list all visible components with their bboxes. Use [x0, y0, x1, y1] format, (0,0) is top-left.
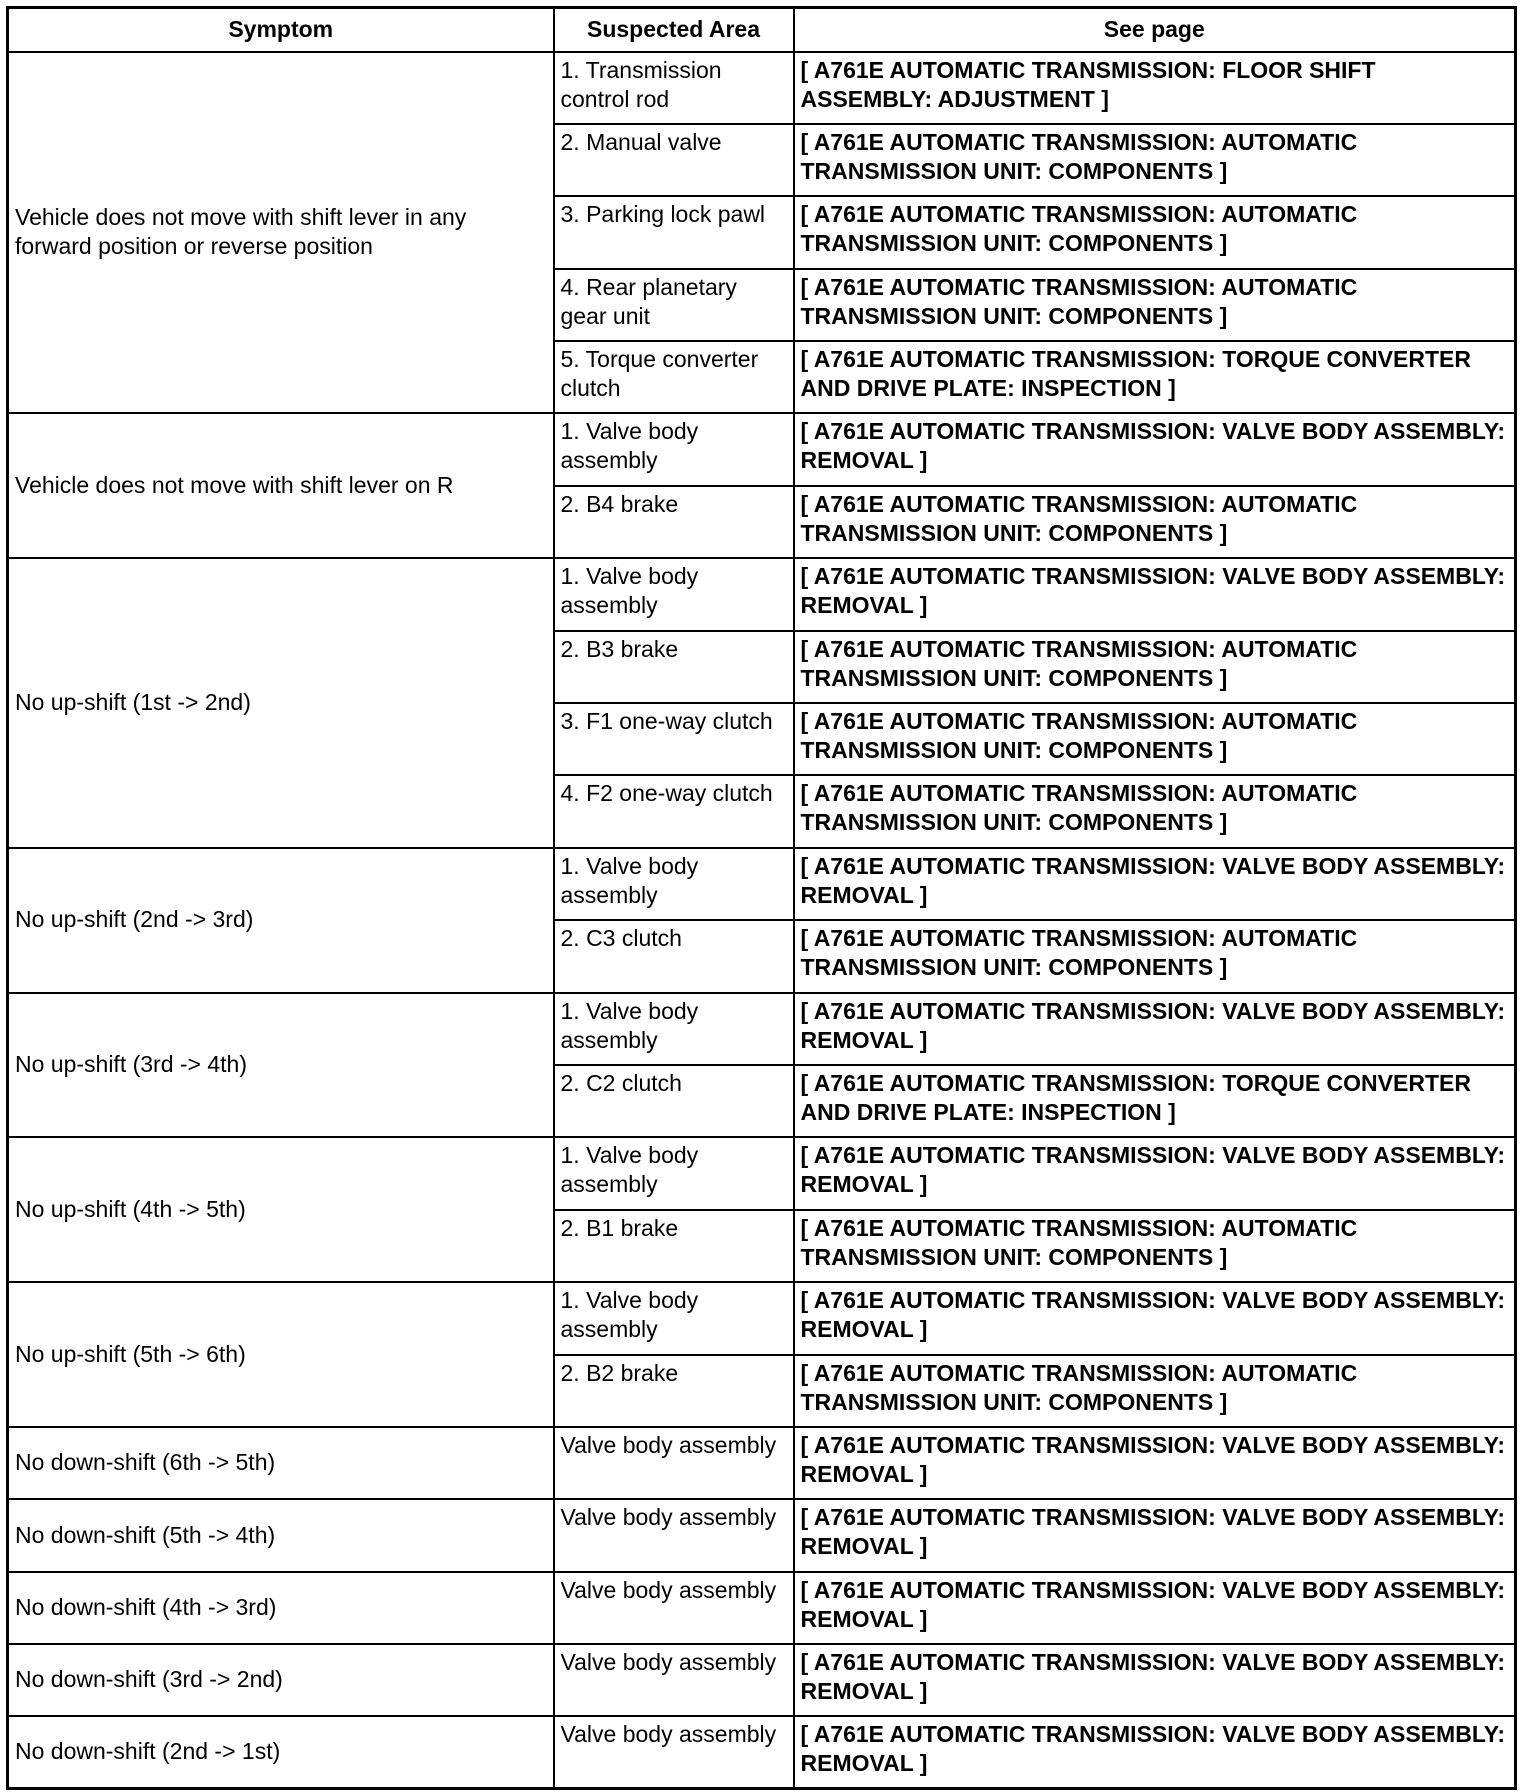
symptom-cell: Vehicle does not move with shift lever in any forward position or reverse position [8, 52, 554, 414]
suspected-area-cell: Valve body assembly [554, 1572, 794, 1644]
suspected-area-cell: 2. B3 brake [554, 631, 794, 703]
symptom-cell: Vehicle does not move with shift lever on R [8, 413, 554, 558]
suspected-area-cell: 2. C2 clutch [554, 1065, 794, 1137]
table-row [8, 1572, 1516, 1644]
suspected-area-cell: Valve body assembly [554, 1716, 794, 1788]
see-page-link[interactable]: [ A761E AUTOMATIC TRANSMISSION: VALVE BODY ASSEMBLY: REMOVAL ] [794, 1282, 1516, 1354]
troubleshooting-table-wrapper [6, 6, 1517, 1790]
header-symptom: Symptom [8, 8, 554, 52]
suspected-area-cell: 3. F1 one-way clutch [554, 703, 794, 775]
see-page-link[interactable]: [ A761E AUTOMATIC TRANSMISSION: VALVE BODY ASSEMBLY: REMOVAL ] [794, 1137, 1516, 1209]
suspected-area-cell: 2. B2 brake [554, 1355, 794, 1427]
see-page-link[interactable]: [ A761E AUTOMATIC TRANSMISSION: VALVE BODY ASSEMBLY: REMOVAL ] [794, 1644, 1516, 1716]
symptom-cell: No up-shift (2nd -> 3rd) [8, 848, 554, 993]
see-page-link[interactable]: [ A761E AUTOMATIC TRANSMISSION: AUTOMATIC TRANSMISSION UNIT: COMPONENTS ] [794, 703, 1516, 775]
see-page-link[interactable]: [ A761E AUTOMATIC TRANSMISSION: AUTOMATIC TRANSMISSION UNIT: COMPONENTS ] [794, 920, 1516, 992]
suspected-area-cell: 2. C3 clutch [554, 920, 794, 992]
suspected-area-cell: 1. Valve body assembly [554, 558, 794, 630]
symptom-cell: No down-shift (2nd -> 1st) [8, 1716, 554, 1788]
suspected-area-cell: 4. Rear planetary gear unit [554, 269, 794, 341]
see-page-link[interactable]: [ A761E AUTOMATIC TRANSMISSION: AUTOMATIC TRANSMISSION UNIT: COMPONENTS ] [794, 631, 1516, 703]
see-page-link[interactable]: [ A761E AUTOMATIC TRANSMISSION: AUTOMATIC TRANSMISSION UNIT: COMPONENTS ] [794, 775, 1516, 847]
suspected-area-cell: 1. Valve body assembly [554, 1137, 794, 1209]
table-body [8, 52, 1516, 1789]
see-page-link[interactable]: [ A761E AUTOMATIC TRANSMISSION: AUTOMATIC TRANSMISSION UNIT: COMPONENTS ] [794, 196, 1516, 268]
suspected-area-cell: Valve body assembly [554, 1499, 794, 1571]
symptom-cell: No up-shift (4th -> 5th) [8, 1137, 554, 1282]
suspected-area-cell: Valve body assembly [554, 1427, 794, 1499]
see-page-link[interactable]: [ A761E AUTOMATIC TRANSMISSION: FLOOR SHIFT ASSEMBLY: ADJUSTMENT ] [794, 52, 1516, 124]
suspected-area-cell: 1. Valve body assembly [554, 1282, 794, 1354]
see-page-link[interactable]: [ A761E AUTOMATIC TRANSMISSION: AUTOMATIC TRANSMISSION UNIT: COMPONENTS ] [794, 1210, 1516, 1282]
symptom-cell: No up-shift (1st -> 2nd) [8, 558, 554, 848]
table-row [8, 1499, 1516, 1571]
suspected-area-cell: 2. B1 brake [554, 1210, 794, 1282]
see-page-link[interactable]: [ A761E AUTOMATIC TRANSMISSION: VALVE BODY ASSEMBLY: REMOVAL ] [794, 848, 1516, 920]
table-row [8, 413, 1516, 485]
suspected-area-cell: 1. Valve body assembly [554, 413, 794, 485]
see-page-link[interactable]: [ A761E AUTOMATIC TRANSMISSION: VALVE BODY ASSEMBLY: REMOVAL ] [794, 1572, 1516, 1644]
symptom-cell: No down-shift (5th -> 4th) [8, 1499, 554, 1571]
table-row [8, 848, 1516, 920]
see-page-link[interactable]: [ A761E AUTOMATIC TRANSMISSION: TORQUE CONVERTER AND DRIVE PLATE: INSPECTION ] [794, 341, 1516, 413]
table-row [8, 1644, 1516, 1716]
symptom-cell: No down-shift (6th -> 5th) [8, 1427, 554, 1499]
troubleshooting-table [6, 6, 1517, 1790]
suspected-area-cell: 4. F2 one-way clutch [554, 775, 794, 847]
table-row [8, 993, 1516, 1065]
see-page-link[interactable]: [ A761E AUTOMATIC TRANSMISSION: AUTOMATIC TRANSMISSION UNIT: COMPONENTS ] [794, 486, 1516, 558]
suspected-area-cell: 3. Parking lock pawl [554, 196, 794, 268]
symptom-cell: No up-shift (3rd -> 4th) [8, 993, 554, 1138]
suspected-area-cell: 1. Valve body assembly [554, 993, 794, 1065]
suspected-area-cell: 2. B4 brake [554, 486, 794, 558]
see-page-link[interactable]: [ A761E AUTOMATIC TRANSMISSION: VALVE BODY ASSEMBLY: REMOVAL ] [794, 1499, 1516, 1571]
see-page-link[interactable]: [ A761E AUTOMATIC TRANSMISSION: AUTOMATIC TRANSMISSION UNIT: COMPONENTS ] [794, 269, 1516, 341]
table-header-row [8, 8, 1516, 52]
table-row [8, 1427, 1516, 1499]
see-page-link[interactable]: [ A761E AUTOMATIC TRANSMISSION: TORQUE CONVERTER AND DRIVE PLATE: INSPECTION ] [794, 1065, 1516, 1137]
see-page-link[interactable]: [ A761E AUTOMATIC TRANSMISSION: VALVE BODY ASSEMBLY: REMOVAL ] [794, 1427, 1516, 1499]
suspected-area-cell: 5. Torque converter clutch [554, 341, 794, 413]
header-suspected-area: Suspected Area [554, 8, 794, 52]
see-page-link[interactable]: [ A761E AUTOMATIC TRANSMISSION: VALVE BODY ASSEMBLY: REMOVAL ] [794, 993, 1516, 1065]
see-page-link[interactable]: [ A761E AUTOMATIC TRANSMISSION: VALVE BODY ASSEMBLY: REMOVAL ] [794, 558, 1516, 630]
symptom-cell: No down-shift (4th -> 3rd) [8, 1572, 554, 1644]
suspected-area-cell: 1. Valve body assembly [554, 848, 794, 920]
see-page-link[interactable]: [ A761E AUTOMATIC TRANSMISSION: VALVE BODY ASSEMBLY: REMOVAL ] [794, 413, 1516, 485]
header-see-page: See page [794, 8, 1516, 52]
symptom-cell: No up-shift (5th -> 6th) [8, 1282, 554, 1427]
table-row [8, 52, 1516, 124]
suspected-area-cell: Valve body assembly [554, 1644, 794, 1716]
see-page-link[interactable]: [ A761E AUTOMATIC TRANSMISSION: VALVE BODY ASSEMBLY: REMOVAL ] [794, 1716, 1516, 1788]
see-page-link[interactable]: [ A761E AUTOMATIC TRANSMISSION: AUTOMATIC TRANSMISSION UNIT: COMPONENTS ] [794, 124, 1516, 196]
table-row [8, 1137, 1516, 1209]
table-row [8, 558, 1516, 630]
see-page-link[interactable]: [ A761E AUTOMATIC TRANSMISSION: AUTOMATIC TRANSMISSION UNIT: COMPONENTS ] [794, 1355, 1516, 1427]
suspected-area-cell: 1. Transmission control rod [554, 52, 794, 124]
table-row [8, 1716, 1516, 1788]
suspected-area-cell: 2. Manual valve [554, 124, 794, 196]
symptom-cell: No down-shift (3rd -> 2nd) [8, 1644, 554, 1716]
table-row [8, 1282, 1516, 1354]
